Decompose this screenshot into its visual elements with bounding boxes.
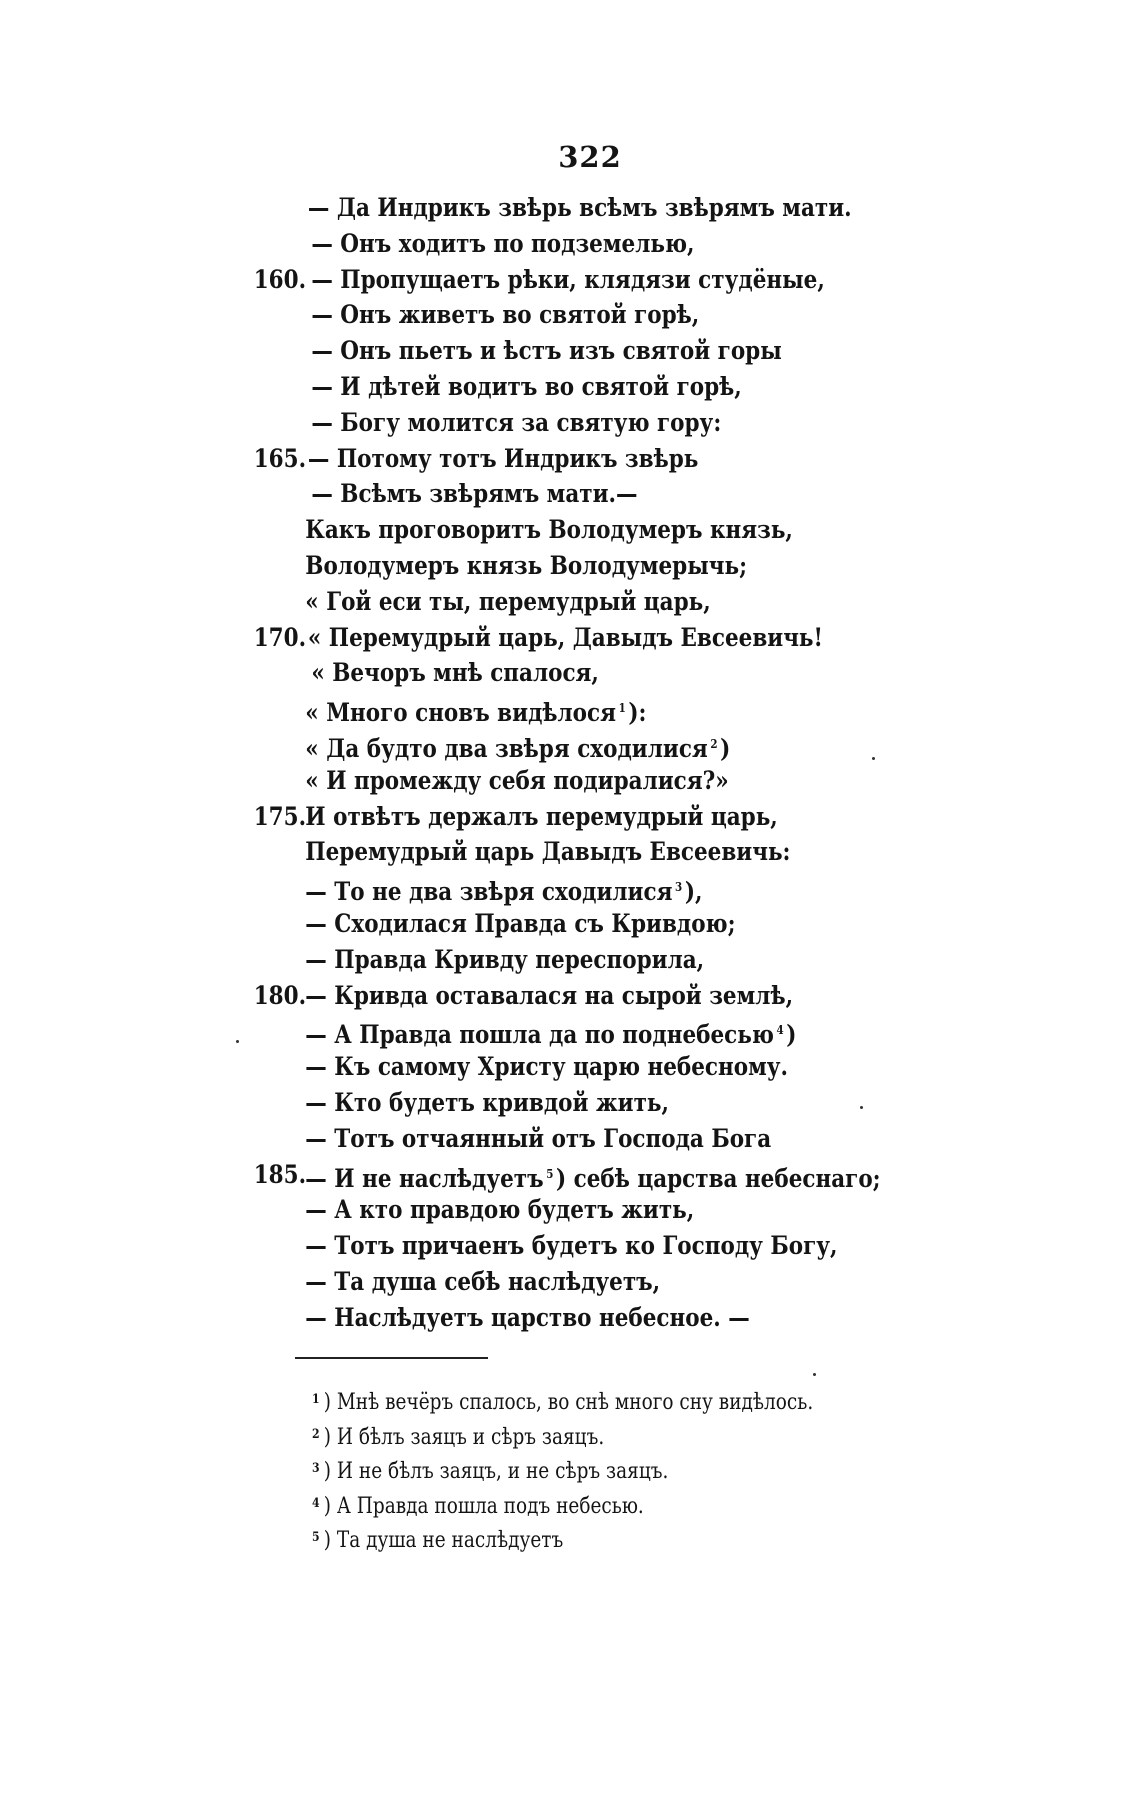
footnote bbox=[312, 1521, 813, 1556]
verse-line bbox=[0, 226, 980, 262]
line-text: — Кто будетъ кривдой жить, bbox=[305, 1087, 670, 1117]
line-main-text: — А Правда пошла да по поднебесью bbox=[305, 1020, 774, 1050]
verse-line bbox=[0, 1013, 980, 1049]
verse-text bbox=[0, 190, 1140, 1336]
verse-line bbox=[0, 548, 980, 584]
line-text: Какъ проговоритъ Володумеръ князь, bbox=[305, 515, 793, 545]
line-text: — Онъ ходитъ по подземелью, bbox=[311, 228, 695, 258]
line-text: — Тотъ отчаянный отъ Господа Бога bbox=[305, 1123, 772, 1153]
line-tail-text: ) себѣ царства небеснаго; bbox=[555, 1163, 881, 1193]
footnote bbox=[312, 1487, 813, 1522]
verse-line bbox=[0, 512, 980, 548]
line-text: — Потому тотъ Индрикъ звѣрь bbox=[307, 443, 699, 473]
scan-speck bbox=[236, 1040, 239, 1043]
verse-line bbox=[0, 1121, 980, 1157]
line-tail-text: ) bbox=[786, 1020, 797, 1050]
verse-line bbox=[0, 870, 980, 906]
footnotes bbox=[312, 1383, 909, 1556]
verse-line bbox=[0, 906, 980, 942]
verse-line bbox=[0, 799, 980, 835]
verse-line bbox=[0, 1192, 980, 1228]
verse-line bbox=[0, 190, 980, 226]
line-text: — Тотъ причаенъ будетъ ко Господу Богу, bbox=[305, 1231, 838, 1261]
footnote-mark: 1 bbox=[312, 1392, 320, 1407]
line-number: 180. bbox=[253, 980, 307, 1010]
verse-line bbox=[0, 834, 980, 870]
footnote-text: ) А Правда пошла подъ небесью. bbox=[323, 1493, 644, 1519]
line-text bbox=[305, 727, 730, 767]
line-text: — Наслѣдуетъ царство небесное. — bbox=[305, 1302, 750, 1332]
verse-line bbox=[0, 978, 980, 1014]
line-text bbox=[305, 1013, 796, 1053]
line-text: « Перемудрый царь, Давыдъ Евсеевичь! bbox=[307, 622, 823, 652]
scan-speck bbox=[813, 1373, 816, 1376]
line-number: 160. bbox=[253, 264, 307, 294]
line-text: — Онъ пьетъ и ѣстъ изъ святой горы bbox=[311, 336, 782, 366]
footnote-text: ) И не бѣлъ заяцъ, и не сѣръ заяцъ. bbox=[323, 1459, 669, 1484]
footnote bbox=[312, 1383, 813, 1418]
line-text: — Онъ живетъ во святой горѣ, bbox=[311, 300, 700, 330]
line-text: — Пропущаетъ рѣки, клядязи студёные, bbox=[311, 264, 825, 294]
line-number: 175. bbox=[253, 801, 307, 831]
footnote-text: ) Та душа не наслѣдуетъ bbox=[323, 1528, 564, 1553]
line-text: — Та душа себѣ наслѣдуетъ, bbox=[305, 1266, 661, 1296]
verse-line bbox=[0, 655, 980, 691]
line-main-text: « Много сновъ видѣлося bbox=[305, 698, 617, 728]
verse-line bbox=[0, 297, 980, 333]
footnote-reference: 4 bbox=[776, 1023, 784, 1038]
footnote-mark: 4 bbox=[312, 1495, 320, 1511]
footnote-mark: 3 bbox=[312, 1461, 320, 1476]
footnote-reference: 3 bbox=[675, 880, 683, 895]
verse-line bbox=[0, 763, 980, 799]
footnote-text: ) Мнѣ вечёръ спалось, во снѣ много сну видѣлось. bbox=[323, 1390, 814, 1415]
line-text: — И дѣтей водитъ во святой горѣ, bbox=[311, 371, 742, 401]
line-number: 170. bbox=[253, 622, 307, 652]
verse-line bbox=[0, 369, 980, 405]
line-text: — Правда Кривду переспорила, bbox=[305, 944, 705, 974]
footnote bbox=[312, 1418, 813, 1453]
footnote-text: ) И бѣлъ заяцъ и сѣръ заяцъ. bbox=[323, 1424, 605, 1450]
line-tail-text: ): bbox=[628, 698, 647, 728]
verse-line bbox=[0, 1085, 980, 1121]
verse-line bbox=[0, 1264, 980, 1300]
footnote-mark: 5 bbox=[312, 1530, 320, 1545]
line-text: — Всѣмъ звѣрямъ мати.— bbox=[311, 479, 638, 509]
line-text bbox=[305, 691, 646, 731]
line-text: « И промежду себя подиралися?» bbox=[305, 765, 729, 795]
verse-line bbox=[0, 1049, 980, 1085]
line-text: — Къ самому Христу царю небесному. bbox=[305, 1052, 789, 1082]
verse-line bbox=[0, 333, 980, 369]
line-text bbox=[305, 1157, 880, 1197]
line-number: 185. bbox=[253, 1159, 307, 1189]
verse-line bbox=[0, 584, 980, 620]
line-text: « Гой еси ты, перемудрый царь, bbox=[305, 586, 711, 616]
scan-speck bbox=[860, 1106, 863, 1109]
scan-speck bbox=[872, 757, 875, 760]
verse-line bbox=[0, 1157, 980, 1193]
line-text: И отвѣтъ держалъ перемудрый царь, bbox=[305, 801, 778, 831]
verse-line bbox=[0, 1300, 980, 1336]
verse-line bbox=[0, 620, 980, 656]
footnote-reference: 5 bbox=[546, 1166, 554, 1181]
line-text: Володумеръ князь Володумерычь; bbox=[305, 550, 748, 580]
line-text: — Кривда оставалася на сырой землѣ, bbox=[305, 980, 794, 1010]
line-text: — Сходилася Правда съ Кривдою; bbox=[305, 908, 736, 938]
line-text: « Вечоръ мнѣ спалося, bbox=[311, 658, 599, 688]
footnote-reference: 1 bbox=[618, 701, 626, 716]
verse-line bbox=[0, 1228, 980, 1264]
line-text: Перемудрый царь Давыдъ Евсеевичь: bbox=[305, 837, 791, 867]
line-main-text: — То не два звѣря сходилися bbox=[305, 877, 673, 907]
verse-line bbox=[0, 727, 980, 763]
line-main-text: « Да будто два звѣря сходилися bbox=[305, 733, 708, 763]
footnote-divider bbox=[295, 1357, 488, 1359]
line-text: — А кто правдою будетъ жить, bbox=[305, 1195, 695, 1225]
page-number: 322 bbox=[558, 140, 622, 174]
line-text: — Богу молится за святую гору: bbox=[311, 407, 722, 437]
line-text bbox=[305, 870, 702, 910]
verse-line bbox=[0, 476, 980, 512]
verse-line bbox=[0, 441, 980, 477]
footnote-reference: 2 bbox=[710, 736, 718, 751]
footnote bbox=[312, 1452, 813, 1487]
verse-line bbox=[0, 262, 980, 298]
verse-line bbox=[0, 942, 980, 978]
footnote-mark: 2 bbox=[312, 1426, 320, 1442]
line-number: 165. bbox=[253, 443, 307, 473]
line-tail-text: ), bbox=[684, 877, 703, 907]
line-main-text: — И не наслѣдуетъ bbox=[305, 1163, 544, 1193]
line-tail-text: ) bbox=[720, 733, 731, 763]
verse-line bbox=[0, 691, 980, 727]
line-text: — Да Индрикъ звѣрь всѣмъ звѣрямъ мати. bbox=[307, 193, 852, 222]
verse-line bbox=[0, 405, 980, 441]
